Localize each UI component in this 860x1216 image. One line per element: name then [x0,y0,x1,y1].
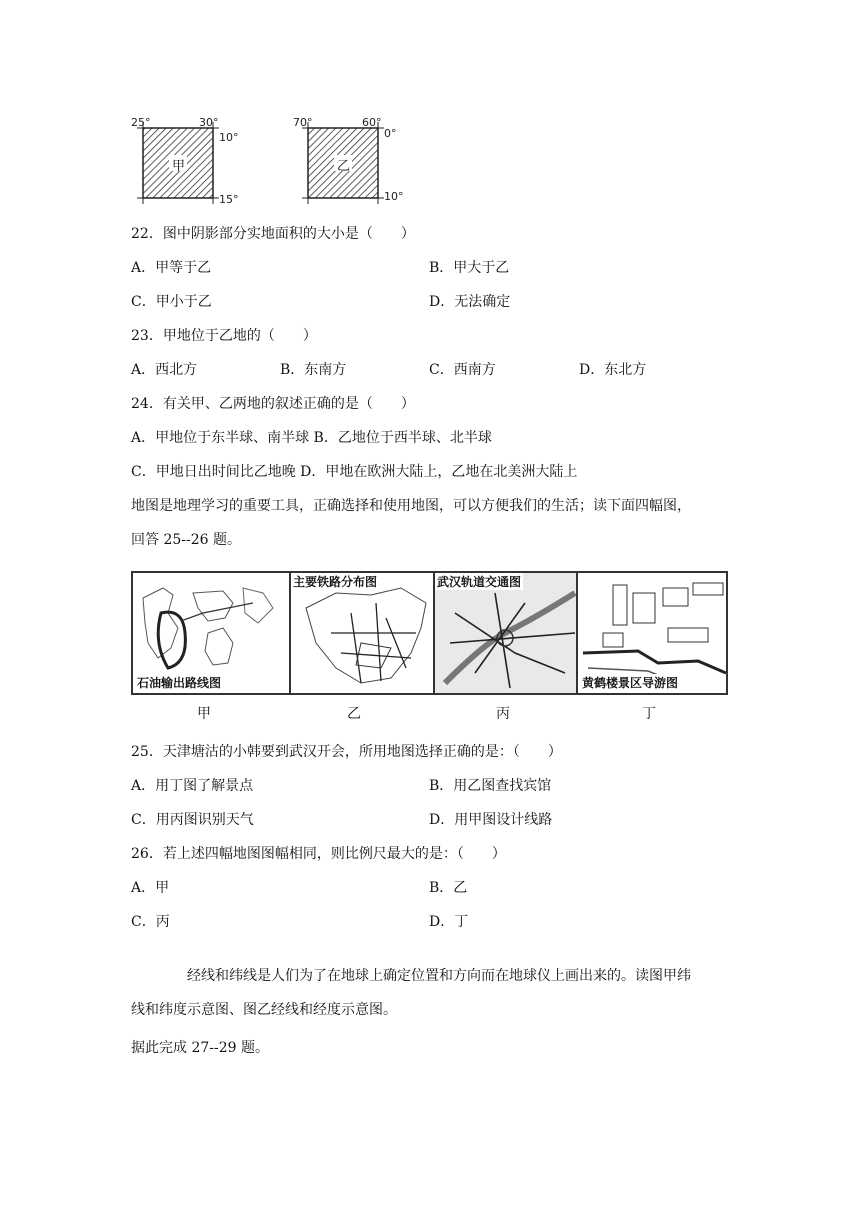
box2-lat-bottom: 10° [384,190,404,203]
q23-option-a[interactable]: A．西北方 [131,362,198,378]
q22-option-c[interactable]: C．甲小于乙 [131,294,212,310]
map-oil-export [131,571,291,695]
q22-option-b[interactable]: B．甲大于乙 [429,260,510,276]
map-caption-jia: 甲 [197,706,211,722]
intro25-line1: 地图是地理学习的重要工具，正确选择和使用地图，可以方便我们的生活；读下面四幅图， [131,498,691,514]
map-wuhan-transit-title: 武汉轨道交通图 [437,575,522,589]
box1-lat-top: 10° [219,131,239,144]
map-caption-ding: 丁 [642,706,656,722]
map-caption-yi: 乙 [347,706,361,722]
box1-lon-left: 25° [131,116,151,129]
intro27-line3: 据此完成 27--29 题。 [131,1040,269,1056]
q25-option-a[interactable]: A．用丁图了解景点 [131,778,254,794]
q26-option-b[interactable]: B．乙 [429,880,468,896]
box2-lon-right: 60° [362,116,382,129]
q23-option-d[interactable]: D．东北方 [579,362,647,378]
intro27-line1: 经线和纬线是人们为了在地球上确定位置和方向而在地球仪上画出来的。读图甲纬 [187,968,691,984]
map-railway-title: 主要铁路分布图 [293,575,378,589]
q26-option-d[interactable]: D．丁 [429,914,469,930]
q24-options-cd[interactable]: C．甲地日出时间比乙地晚 D．甲地在欧洲大陆上，乙地在北美洲大陆上 [131,464,578,480]
q22-stem: 22．图中阴影部分实地面积的大小是（ ） [131,226,415,242]
q22-option-a[interactable]: A．甲等于乙 [131,260,212,276]
box1-lat-bottom: 15° [219,193,239,206]
box2-lon-left: 70° [293,116,313,129]
q25-option-c[interactable]: C．用丙图识别天气 [131,812,254,828]
box2-label: 乙 [337,159,351,174]
map-railway-drawing [291,573,435,695]
map-caption-bing: 丙 [496,706,510,722]
q25-stem: 25．天津塘沽的小韩要到武汉开会，所用地图选择正确的是：（ ） [131,744,562,760]
q22-option-d[interactable]: D．无法确定 [429,294,511,310]
q25-option-b[interactable]: B．用乙图查找宾馆 [429,778,552,794]
map-railway [289,571,435,695]
map-yellow-crane-title: 黄鹤楼景区导游图 [582,676,679,690]
map-wuhan-transit-drawing [435,573,578,695]
map-wuhan-transit [433,571,578,695]
q24-stem: 24．有关甲、乙两地的叙述正确的是（ ） [131,396,415,412]
box1-lon-right: 30° [199,116,219,129]
q26-stem: 26．若上述四幅地图图幅相同，则比例尺最大的是：（ ） [131,846,506,862]
map-yellow-crane [576,571,728,695]
q23-stem: 23．甲地位于乙地的（ ） [131,328,317,344]
q25-option-d[interactable]: D．用甲图设计线路 [429,812,553,828]
map-oil-export-title: 石油输出路线图 [137,676,222,690]
q26-option-c[interactable]: C．丙 [131,914,170,930]
intro25-line2: 回答 25--26 题。 [131,532,241,548]
box2-lat-top: 0° [384,127,397,140]
box1-label: 甲 [172,159,186,174]
q23-option-c[interactable]: C．西南方 [429,362,496,378]
intro27-line2: 线和纬度示意图、图乙经线和经度示意图。 [131,1002,397,1018]
q26-option-a[interactable]: A．甲 [131,880,170,896]
q23-option-b[interactable]: B．东南方 [280,362,347,378]
q24-options-ab[interactable]: A．甲地位于东半球、南半球 B．乙地位于西半球、北半球 [131,430,492,446]
